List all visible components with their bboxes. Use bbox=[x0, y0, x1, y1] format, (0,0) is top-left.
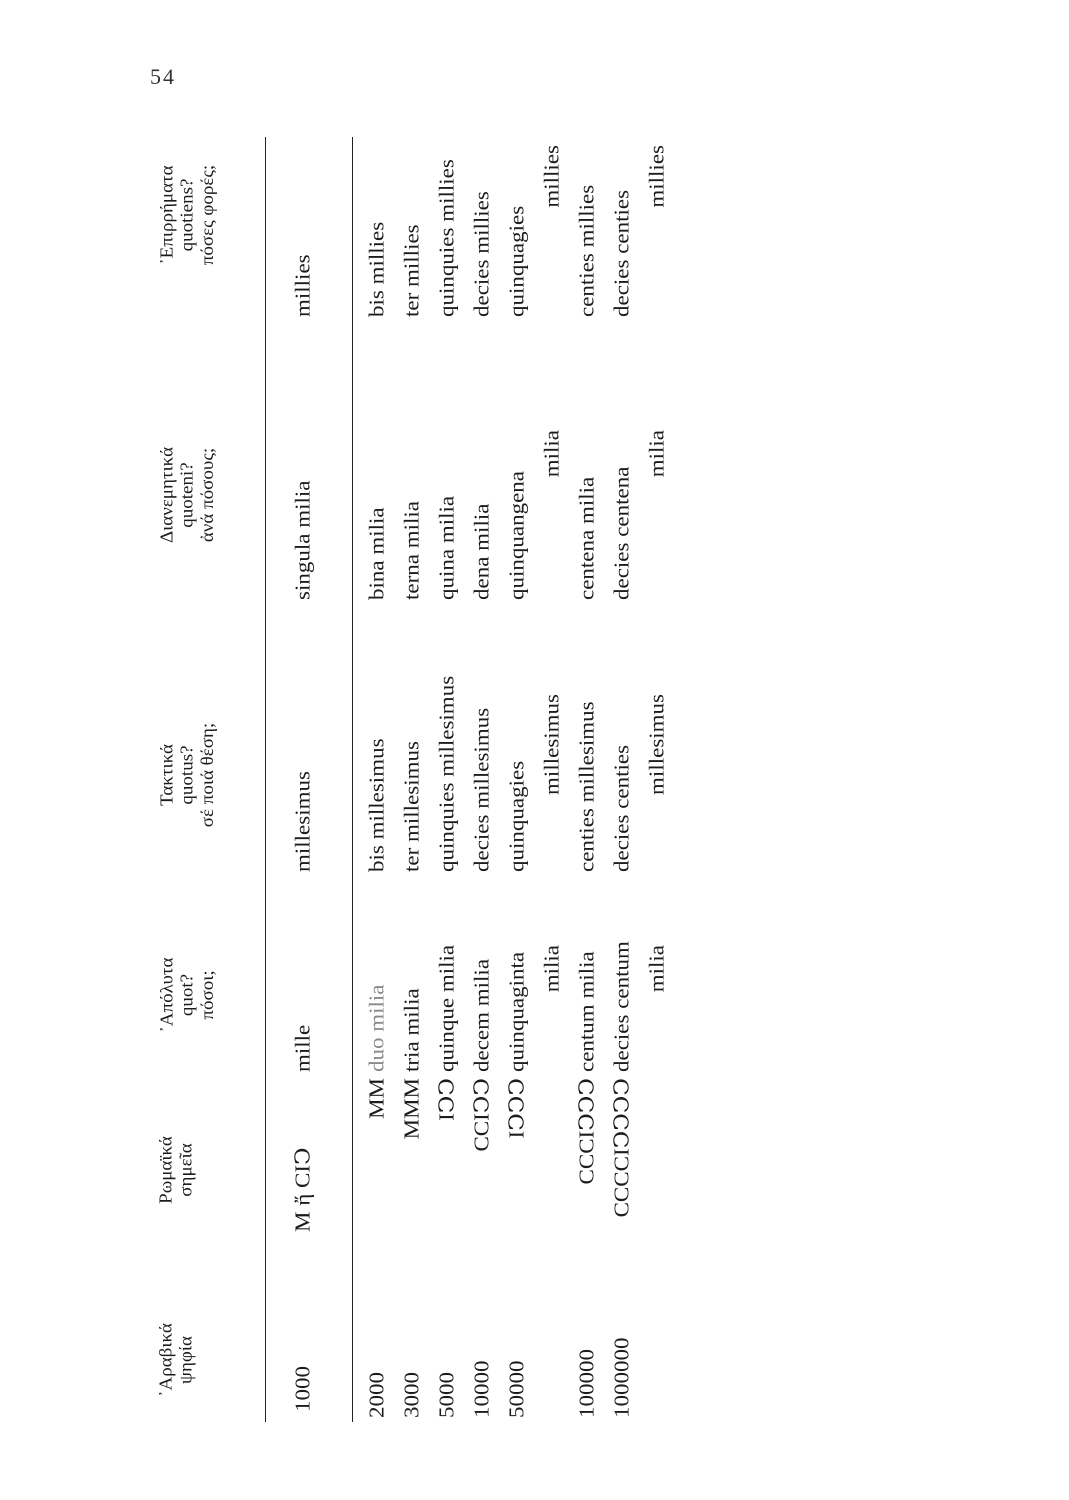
body-rule bbox=[352, 137, 353, 1422]
header-ordinal: Τακτικά quotus? σέ ποιά θέση; bbox=[157, 722, 218, 828]
cell-adverb: ter millies bbox=[400, 224, 423, 317]
cell-arabic: 50000 bbox=[505, 1360, 528, 1418]
header-arabic: ᾿Αραβικά ψηφία bbox=[156, 1323, 197, 1397]
cell-arabic: 1000000 bbox=[610, 1337, 633, 1418]
cell-adverb: quinquies millies bbox=[435, 159, 458, 317]
cell-distributive: milia bbox=[645, 430, 668, 478]
cell-distributive: decies centena bbox=[610, 466, 633, 600]
cell-cardinal: decem milia bbox=[470, 958, 493, 1072]
cell-ordinal: bis millesimus bbox=[365, 738, 388, 872]
page-number: 54 bbox=[150, 64, 176, 89]
cell-ordinal: ter millesimus bbox=[400, 741, 423, 872]
header-adverb: ᾿Επιρρήματα quotiens? πόσες φορές; bbox=[157, 164, 218, 266]
cell-cardinal: quinquaginta bbox=[505, 951, 528, 1072]
cell-adverb: decies millies bbox=[470, 191, 493, 317]
cell-adverb: millies bbox=[645, 145, 668, 208]
cell-ordinal: quinquies millesimus bbox=[435, 675, 458, 872]
cell-distributive: quinquangena bbox=[505, 470, 528, 600]
header-cardinal: ᾿Απόλυτα quot? πόσοι; bbox=[157, 957, 218, 1033]
cell-distributive: dena milia bbox=[470, 503, 493, 600]
cell-cardinal: milia bbox=[645, 945, 668, 993]
cell-distributive: bina milia bbox=[365, 507, 388, 600]
cell-ordinal-1000: millesimus bbox=[291, 771, 314, 872]
cell-arabic: 3000 bbox=[400, 1372, 423, 1418]
header-roman: Ρωμαϊκά σημεῖα bbox=[156, 1136, 197, 1204]
cell-adverb-1000: millies bbox=[291, 254, 314, 317]
cell-distributive: terna milia bbox=[400, 501, 423, 600]
cell-ordinal: decies millesimus bbox=[470, 707, 493, 872]
cell-cardinal: centum milia bbox=[575, 951, 598, 1072]
cell-cardinal: milia bbox=[540, 945, 563, 993]
cell-distributive: centena milia bbox=[575, 476, 598, 600]
cell-ordinal: quinquagies bbox=[505, 760, 528, 872]
cell-roman: MM bbox=[365, 1078, 388, 1119]
header-distributive: Διανεμητικά quoteni? ἀνά πόσους; bbox=[157, 446, 218, 544]
cell-cardinal: quinque milia bbox=[435, 944, 458, 1072]
cell-adverb: quinquagies bbox=[505, 205, 528, 317]
cell-distributive: quina milia bbox=[435, 495, 458, 600]
cell-roman-1000: M ἤ CIↃ bbox=[291, 1147, 314, 1232]
cell-cardinal: tria milia bbox=[400, 988, 423, 1072]
cell-arabic-1000: 1000 bbox=[291, 1366, 314, 1412]
cell-cardinal-1000: mille bbox=[291, 1024, 314, 1072]
cell-adverb: millies bbox=[540, 145, 563, 208]
cell-arabic: 10000 bbox=[470, 1360, 493, 1418]
cell-ordinal: decies centies bbox=[610, 744, 633, 872]
cell-roman: CCCCIↃↃↃↃ bbox=[610, 1078, 633, 1218]
cell-distributive-1000: singula milia bbox=[291, 480, 314, 600]
cell-distributive: milia bbox=[540, 430, 563, 478]
cell-roman: MMM bbox=[400, 1078, 423, 1140]
header-rule bbox=[265, 137, 266, 1422]
cell-adverb: bis millies bbox=[365, 221, 388, 317]
cell-arabic: 100000 bbox=[575, 1349, 598, 1418]
cell-roman: CCCIↃↃↃ bbox=[575, 1078, 598, 1185]
cell-cardinal: decies centum bbox=[610, 941, 633, 1072]
cell-ordinal: centies millesimus bbox=[575, 701, 598, 872]
cell-ordinal: millesimus bbox=[540, 694, 563, 795]
cell-cardinal: duo milia bbox=[365, 984, 388, 1072]
cell-roman: CCIↃↃ bbox=[470, 1078, 493, 1152]
cell-ordinal: millesimus bbox=[645, 694, 668, 795]
cell-adverb: decies centies bbox=[610, 189, 633, 317]
cell-roman: IↃↃ bbox=[435, 1078, 458, 1121]
cell-arabic: 2000 bbox=[365, 1372, 388, 1418]
cell-arabic: 5000 bbox=[435, 1372, 458, 1418]
cell-adverb: centies millies bbox=[575, 184, 598, 317]
cell-roman: IↃↃↃ bbox=[505, 1078, 528, 1139]
